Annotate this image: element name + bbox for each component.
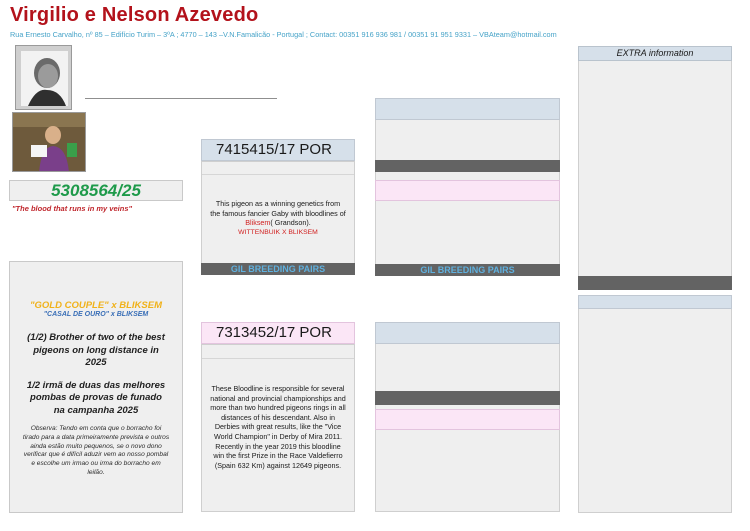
sire-panel bbox=[201, 161, 355, 275]
brother-text-pt: 1/2 irmã de duas das melhores pombas de provas de funado na campanha 2025 bbox=[26, 379, 166, 416]
dam-panel bbox=[201, 344, 355, 512]
person-portrait-icon bbox=[16, 46, 72, 110]
casal-de-ouro-label: "CASAL DE OURO" x BLIKSEM bbox=[43, 311, 149, 318]
main-ring-number: 5308564/25 bbox=[9, 180, 183, 201]
sire-breeding-pairs-bar: GIL BREEDING PAIRS bbox=[201, 263, 355, 275]
sire-description: This pigeon as a winning genetics from the famous fancier Gaby with bloodlines of Bliksem( Grandson). bbox=[210, 199, 346, 228]
observation-text: Observa: Tendo em conta que o borracho foi tirado para a data primeiramente prevista e outros ainda estão muito pequenos, se o novo dono verificar que é difícil aduzir vem ao nosso pombal e escolhe um irmao ou irma do borracho em leilão. bbox=[22, 425, 170, 476]
extra-info-panel-2-band bbox=[578, 295, 732, 309]
owner-photo-2 bbox=[12, 112, 86, 172]
bliksem-highlight: Bliksem bbox=[245, 218, 271, 228]
grandsire-top-bar bbox=[375, 160, 560, 172]
brother-text-en: (1/2) Brother of two of the best pigeons on long distance in 2025 bbox=[27, 332, 165, 368]
person-with-trophy-icon bbox=[13, 113, 86, 172]
owner-photo-1 bbox=[15, 45, 72, 110]
divider-line bbox=[85, 98, 277, 99]
sire-cross: WITTENBUIK X BLIKSEM bbox=[238, 228, 318, 236]
contact-address: Rua Ernesto Carvalho, nº 85 – Edifício Turim – 3ºA ; 4770 – 143 –V.N.Famalicão - Portugal ; Contact: 00351 916 936 981 / 00351 91 951 9331 – VBAteam@hotmail.com bbox=[10, 30, 557, 39]
extra-info-header: EXTRA information bbox=[578, 46, 732, 61]
grandparents-breeding-pairs-bar: GIL BREEDING PAIRS bbox=[375, 264, 560, 276]
gold-couple-label: "GOLD COUPLE" x BLIKSEM bbox=[30, 300, 162, 311]
dam-description: These Bloodline is responsible for several national and provincial championships and more than two hundred pigeons rings in all distances of his descendant. Also in Derbies with great results, like the "Vice World Champion" in Derby of Mira 2011. Recently in the year 2019 this bloodline win the first Prize in the Race Valdefierro (Spain 632 Km) against 12649 pigeons. bbox=[210, 384, 346, 470]
extra-info-panel-2 bbox=[578, 295, 732, 513]
granddam-bottom-band bbox=[375, 409, 560, 430]
page-title: Virgilio e Nelson Azevedo bbox=[10, 4, 259, 26]
granddam-top-band bbox=[375, 180, 560, 201]
grandsire-bottom-band bbox=[375, 322, 560, 344]
pedigree-info-box bbox=[9, 261, 183, 513]
extra-info-bottom-bar bbox=[578, 276, 732, 290]
sire-ring-label: 7415415/17 POR bbox=[201, 139, 355, 161]
extra-info-panel bbox=[578, 46, 732, 290]
grandsire-bottom-bar bbox=[375, 391, 560, 405]
grandsire-top-band bbox=[375, 98, 560, 120]
dam-ring-label: 7313452/17 POR bbox=[201, 322, 355, 344]
motto-text: "The blood that runs in my veins" bbox=[12, 204, 133, 213]
